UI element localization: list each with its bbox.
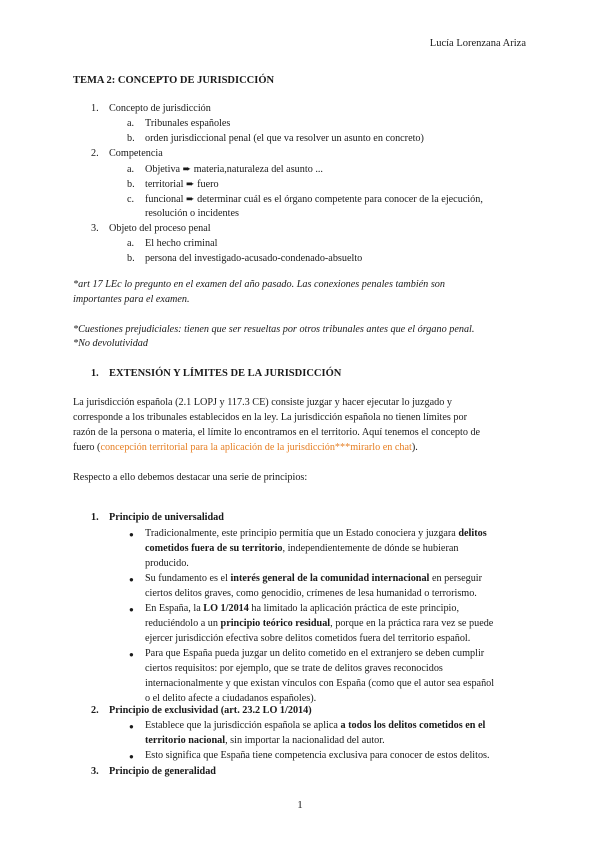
paragraph-line: La jurisdicción española (2.1 LOPJ y 117.3 CE) consiste juzgar y hacer ejecutar lo juzgado y	[73, 397, 452, 408]
section-number: 1.	[91, 368, 99, 379]
bullet-text: ciertos requisitos: por ejemplo, que se trate de delitos graves reconocidos	[145, 663, 443, 674]
bullet-icon: ●	[129, 530, 134, 539]
bullet-text: Esto significa que España tiene competencia exclusiva para conocer de estos delitos.	[145, 750, 490, 761]
outline-sub-item: El hecho criminal	[145, 238, 218, 249]
paragraph-line: Respecto a ello debemos destacar una serie de principios:	[73, 472, 308, 483]
outline-sub-item: Tribunales españoles	[145, 118, 231, 129]
outline-sub-item: orden jurisdiccional penal (el que va resolver un asunto en concreto)	[145, 133, 424, 144]
principle-heading: Principio de universalidad	[109, 512, 224, 523]
bullet-text: internacionalmente y que existan vínculos con España (como que el autor sea español	[145, 678, 495, 689]
outline-sub-letter: b.	[127, 253, 135, 264]
outline-sub-letter: a.	[127, 238, 135, 249]
bullet-icon: ●	[129, 722, 134, 731]
principle-heading: Principio de exclusividad (art. 23.2 LO 1/2014)	[109, 705, 312, 716]
outline-num: 1.	[91, 103, 99, 114]
bullet-text: Para que España pueda juzgar un delito cometido en el extranjero se deben cumplir	[145, 648, 485, 659]
bullet-text: Su fundamento es el interés general de la comunidad internacional en perseguir	[145, 573, 483, 584]
principle-number: 3.	[91, 766, 99, 777]
bullet-text: ejercer jurisdicción efectiva sobre delitos cometidos fuera del territorio español.	[145, 633, 471, 644]
note-no-devolutividad: *No devolutividad	[73, 338, 148, 349]
section-heading: EXTENSIÓN Y LÍMITES DE LA JURISDICCIÓN	[109, 368, 342, 379]
principle-number: 1.	[91, 512, 99, 523]
bullet-icon: ●	[129, 650, 134, 659]
note-art17: *art 17 LEc lo pregunto en el examen del año pasado. Las conexiones penales también son	[73, 279, 445, 290]
outline-sub-letter: b.	[127, 133, 135, 144]
bullet-text: Tradicionalmente, este principio permitía que un Estado conociera y juzgara delitos	[145, 528, 487, 539]
outline-sub-letter: a.	[127, 118, 135, 129]
outline-sub-letter: b.	[127, 179, 135, 190]
highlighted-note: concepción territorial para la aplicación de la jurisdicción***mirarlo en chat	[100, 442, 412, 453]
outline-sub-item: funcional ➨ determinar cuál es el órgano competente para conocer de la ejecución,	[145, 194, 483, 205]
bullet-text: ciertos delitos graves, como genocidio, crímenes de lesa humanidad o terrorismo.	[145, 588, 477, 599]
author-header: Lucía Lorenzana Ariza	[429, 38, 526, 49]
page-title: TEMA 2: CONCEPTO DE JURISDICCIÓN	[73, 75, 275, 86]
outline-sub-item: territorial ➨ fuero	[145, 179, 219, 190]
note-prejudiciales: *Cuestiones prejudiciales: tienen que ser resueltas por otros tribunales antes que el órgano penal.	[73, 324, 475, 335]
principle-number: 2.	[91, 705, 99, 716]
outline-num: 2.	[91, 148, 99, 159]
bullet-icon: ●	[129, 605, 134, 614]
paragraph-line: fuero (concepción territorial para la aplicación de la jurisdicción***mirarlo en chat).	[73, 442, 418, 453]
bullet-icon: ●	[129, 575, 134, 584]
outline-sub-item: Objetiva ➨ materia,naturaleza del asunto ...	[145, 164, 323, 175]
bullet-text: En España, la LO 1/2014 ha limitado la aplicación práctica de este principio,	[145, 603, 460, 614]
bullet-text: o el delito afecte a ciudadanos españoles).	[145, 693, 317, 704]
bullet-text: producido.	[145, 558, 189, 569]
bullet-text: Establece que la jurisdicción española se aplica a todos los delitos cometidos en el	[145, 720, 486, 731]
outline-num: 3.	[91, 223, 99, 234]
outline-sub-item-cont: resolución o incidentes	[145, 208, 239, 219]
outline-sub-item: persona del investigado-acusado-condenado-absuelto	[145, 253, 363, 264]
bullet-icon: ●	[129, 752, 134, 761]
bullet-text: cometidos fuera de su territorio, independientemente de dónde se hubieran	[145, 543, 459, 554]
bullet-text: reduciéndolo a un principio teórico residual, porque en la práctica rara vez se puede	[145, 618, 494, 629]
note-art17-cont: importantes para el examen.	[73, 294, 190, 305]
outline-sub-letter: a.	[127, 164, 135, 175]
bullet-text: territorio nacional, sin importar la nacionalidad del autor.	[145, 735, 385, 746]
paragraph-line: razón de la persona o materia, el límite lo encontramos en el territorio. Aquí tenemos el concepto de	[73, 427, 481, 438]
outline-item: Objeto del proceso penal	[109, 223, 211, 234]
outline-item: Competencia	[109, 148, 163, 159]
outline-sub-letter: c.	[127, 194, 135, 205]
principle-heading: Principio de generalidad	[109, 766, 216, 777]
page-number: 1	[297, 799, 303, 811]
paragraph-line: corresponde a los tribunales establecidos en la ley. La jurisdicción española no tienen límites por	[73, 412, 467, 423]
outline-item: Concepto de jurisdicción	[109, 103, 211, 114]
